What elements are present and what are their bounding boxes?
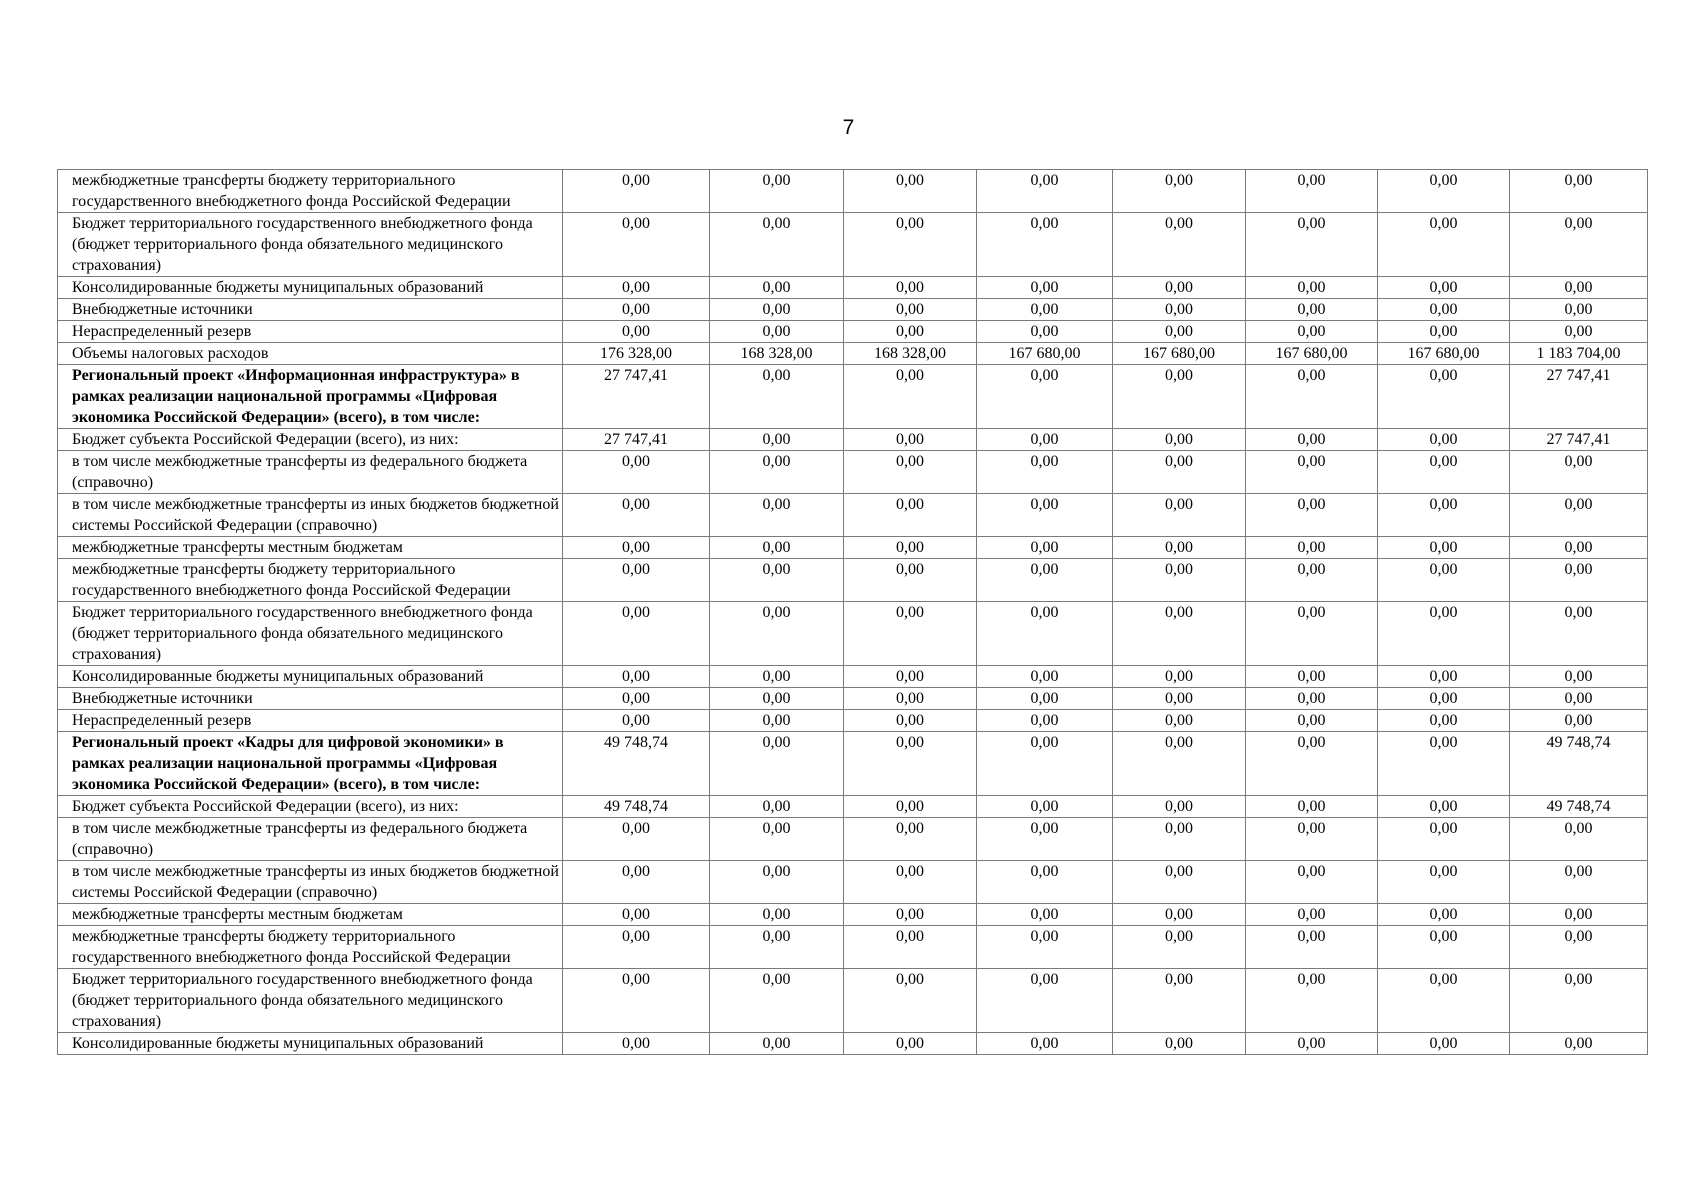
value-cell: 0,00	[1510, 969, 1648, 1033]
value-cell: 0,00	[1246, 277, 1378, 299]
value-cell: 0,00	[844, 537, 977, 559]
value-cell: 0,00	[563, 537, 710, 559]
value-cell: 0,00	[1510, 926, 1648, 969]
value-cell: 0,00	[1246, 710, 1378, 732]
value-cell: 0,00	[1378, 451, 1510, 494]
row-label: Консолидированные бюджеты муниципальных образований	[58, 277, 563, 299]
value-cell: 0,00	[563, 926, 710, 969]
value-cell: 0,00	[1378, 861, 1510, 904]
value-cell: 0,00	[1113, 710, 1246, 732]
value-cell: 0,00	[1246, 818, 1378, 861]
value-cell: 0,00	[710, 796, 844, 818]
value-cell: 0,00	[844, 796, 977, 818]
value-cell: 0,00	[1510, 818, 1648, 861]
table-row	[58, 321, 1648, 343]
value-cell: 0,00	[1378, 926, 1510, 969]
value-cell: 0,00	[1246, 451, 1378, 494]
value-cell: 0,00	[1510, 321, 1648, 343]
value-cell: 0,00	[1378, 299, 1510, 321]
value-cell: 0,00	[1113, 796, 1246, 818]
value-cell: 0,00	[977, 451, 1113, 494]
table-row	[58, 429, 1648, 451]
value-cell: 0,00	[1246, 213, 1378, 277]
value-cell: 0,00	[710, 710, 844, 732]
value-cell: 0,00	[977, 688, 1113, 710]
row-label: в том числе межбюджетные трансферты из иных бюджетов бюджетной системы Российской Федерации (справочно)	[58, 861, 563, 904]
table-row	[58, 796, 1648, 818]
row-label: в том числе межбюджетные трансферты из федерального бюджета (справочно)	[58, 451, 563, 494]
value-cell: 0,00	[1246, 796, 1378, 818]
value-cell: 0,00	[710, 904, 844, 926]
value-cell: 0,00	[710, 969, 844, 1033]
table-row	[58, 688, 1648, 710]
table-row	[58, 1033, 1648, 1055]
value-cell: 0,00	[1246, 537, 1378, 559]
table-row	[58, 299, 1648, 321]
value-cell: 176 328,00	[563, 343, 710, 365]
value-cell: 0,00	[710, 732, 844, 796]
value-cell: 0,00	[844, 926, 977, 969]
value-cell: 0,00	[1378, 904, 1510, 926]
value-cell: 0,00	[1113, 429, 1246, 451]
table-row	[58, 818, 1648, 861]
table-row	[58, 277, 1648, 299]
value-cell: 0,00	[1246, 926, 1378, 969]
value-cell: 0,00	[710, 299, 844, 321]
value-cell: 0,00	[1113, 537, 1246, 559]
value-cell: 0,00	[563, 277, 710, 299]
table-row	[58, 861, 1648, 904]
value-cell: 0,00	[710, 1033, 844, 1055]
value-cell: 0,00	[1378, 796, 1510, 818]
value-cell: 49 748,74	[1510, 796, 1648, 818]
value-cell: 0,00	[977, 365, 1113, 429]
value-cell: 0,00	[844, 904, 977, 926]
value-cell: 0,00	[1246, 494, 1378, 537]
value-cell: 0,00	[844, 321, 977, 343]
value-cell: 0,00	[844, 861, 977, 904]
value-cell: 0,00	[1113, 926, 1246, 969]
value-cell: 0,00	[1378, 170, 1510, 213]
value-cell: 0,00	[977, 969, 1113, 1033]
value-cell: 0,00	[1510, 1033, 1648, 1055]
page-number: 7	[842, 116, 855, 139]
value-cell: 0,00	[844, 732, 977, 796]
row-label: Региональный проект «Кадры для цифровой экономики» в рамках реализации национальной программы «Цифровая экономика Российской Федерации» (всего), в том числе:	[58, 732, 563, 796]
value-cell: 0,00	[1378, 321, 1510, 343]
value-cell: 0,00	[1246, 602, 1378, 666]
value-cell: 0,00	[710, 818, 844, 861]
value-cell: 0,00	[977, 321, 1113, 343]
value-cell: 0,00	[1246, 1033, 1378, 1055]
value-cell: 0,00	[563, 1033, 710, 1055]
value-cell: 0,00	[1378, 602, 1510, 666]
value-cell: 27 747,41	[563, 429, 710, 451]
table-row	[58, 732, 1648, 796]
value-cell: 0,00	[710, 213, 844, 277]
value-cell: 0,00	[1378, 494, 1510, 537]
value-cell: 0,00	[1246, 732, 1378, 796]
table-row	[58, 170, 1648, 213]
table-row	[58, 602, 1648, 666]
value-cell: 0,00	[1378, 213, 1510, 277]
row-label: Бюджет субъекта Российской Федерации (всего), из них:	[58, 429, 563, 451]
value-cell: 0,00	[710, 537, 844, 559]
value-cell: 0,00	[1113, 451, 1246, 494]
value-cell: 0,00	[1113, 732, 1246, 796]
row-label: Внебюджетные источники	[58, 299, 563, 321]
value-cell: 0,00	[1246, 666, 1378, 688]
value-cell: 0,00	[710, 277, 844, 299]
row-label: Объемы налоговых расходов	[58, 343, 563, 365]
value-cell: 0,00	[1113, 818, 1246, 861]
value-cell: 0,00	[1246, 904, 1378, 926]
value-cell: 167 680,00	[977, 343, 1113, 365]
value-cell: 0,00	[977, 559, 1113, 602]
value-cell: 0,00	[1510, 666, 1648, 688]
value-cell: 0,00	[563, 170, 710, 213]
value-cell: 0,00	[1510, 170, 1648, 213]
value-cell: 49 748,74	[563, 732, 710, 796]
value-cell: 0,00	[1378, 429, 1510, 451]
value-cell: 0,00	[1113, 365, 1246, 429]
value-cell: 0,00	[844, 451, 977, 494]
value-cell: 27 747,41	[1510, 429, 1648, 451]
value-cell: 49 748,74	[1510, 732, 1648, 796]
value-cell: 0,00	[1113, 494, 1246, 537]
value-cell: 0,00	[1113, 299, 1246, 321]
budget-table-body	[58, 170, 1648, 1055]
value-cell: 0,00	[977, 796, 1113, 818]
row-label: Бюджет субъекта Российской Федерации (всего), из них:	[58, 796, 563, 818]
value-cell: 0,00	[1113, 602, 1246, 666]
value-cell: 0,00	[1113, 904, 1246, 926]
value-cell: 0,00	[710, 559, 844, 602]
value-cell: 0,00	[1510, 299, 1648, 321]
value-cell: 0,00	[844, 710, 977, 732]
value-cell: 0,00	[1510, 688, 1648, 710]
value-cell: 0,00	[563, 321, 710, 343]
value-cell: 0,00	[563, 559, 710, 602]
value-cell: 0,00	[563, 969, 710, 1033]
table-row	[58, 494, 1648, 537]
value-cell: 0,00	[977, 904, 1113, 926]
value-cell: 0,00	[844, 666, 977, 688]
value-cell: 0,00	[1510, 904, 1648, 926]
table-row	[58, 666, 1648, 688]
value-cell: 0,00	[1510, 494, 1648, 537]
value-cell: 0,00	[1113, 969, 1246, 1033]
row-label: Региональный проект «Информационная инфраструктура» в рамках реализации национальной программы «Цифровая экономика Российской Федерации» (всего), в том числе:	[58, 365, 563, 429]
table-row	[58, 904, 1648, 926]
value-cell: 0,00	[844, 365, 977, 429]
value-cell: 0,00	[563, 818, 710, 861]
value-cell: 0,00	[1113, 321, 1246, 343]
value-cell: 0,00	[1510, 559, 1648, 602]
value-cell: 0,00	[1246, 969, 1378, 1033]
value-cell: 168 328,00	[844, 343, 977, 365]
row-label: Бюджет территориального государственного внебюджетного фонда (бюджет территориального фонда обязательного медицинского страхования)	[58, 213, 563, 277]
value-cell: 0,00	[563, 602, 710, 666]
value-cell: 0,00	[844, 277, 977, 299]
value-cell: 0,00	[1246, 321, 1378, 343]
row-label: Нераспределенный резерв	[58, 321, 563, 343]
value-cell: 0,00	[710, 365, 844, 429]
value-cell: 1 183 704,00	[1510, 343, 1648, 365]
value-cell: 0,00	[844, 818, 977, 861]
value-cell: 167 680,00	[1246, 343, 1378, 365]
value-cell: 0,00	[1510, 602, 1648, 666]
value-cell: 0,00	[1246, 429, 1378, 451]
value-cell: 0,00	[1113, 213, 1246, 277]
value-cell: 0,00	[1113, 170, 1246, 213]
value-cell: 0,00	[563, 861, 710, 904]
value-cell: 0,00	[710, 926, 844, 969]
value-cell: 0,00	[710, 170, 844, 213]
value-cell: 0,00	[844, 688, 977, 710]
value-cell: 0,00	[844, 213, 977, 277]
value-cell: 0,00	[1378, 277, 1510, 299]
value-cell: 0,00	[844, 494, 977, 537]
value-cell: 0,00	[977, 1033, 1113, 1055]
value-cell: 0,00	[563, 666, 710, 688]
value-cell: 0,00	[977, 277, 1113, 299]
value-cell: 27 747,41	[563, 365, 710, 429]
value-cell: 0,00	[1510, 277, 1648, 299]
value-cell: 0,00	[1510, 710, 1648, 732]
row-label: Бюджет территориального государственного внебюджетного фонда (бюджет территориального фонда обязательного медицинского страхования)	[58, 969, 563, 1033]
value-cell: 0,00	[844, 429, 977, 451]
value-cell: 0,00	[1378, 1033, 1510, 1055]
budget-table	[57, 169, 1648, 1055]
value-cell: 0,00	[563, 494, 710, 537]
value-cell: 0,00	[1246, 559, 1378, 602]
value-cell: 0,00	[977, 732, 1113, 796]
value-cell: 0,00	[1246, 365, 1378, 429]
value-cell: 0,00	[1246, 861, 1378, 904]
value-cell: 0,00	[1378, 688, 1510, 710]
table-row	[58, 451, 1648, 494]
value-cell: 0,00	[710, 321, 844, 343]
table-row	[58, 213, 1648, 277]
row-label: в том числе межбюджетные трансферты из иных бюджетов бюджетной системы Российской Федерации (справочно)	[58, 494, 563, 537]
row-label: Бюджет территориального государственного внебюджетного фонда (бюджет территориального фонда обязательного медицинского страхования)	[58, 602, 563, 666]
value-cell: 0,00	[977, 213, 1113, 277]
value-cell: 167 680,00	[1113, 343, 1246, 365]
value-cell: 0,00	[844, 1033, 977, 1055]
value-cell: 49 748,74	[563, 796, 710, 818]
value-cell: 167 680,00	[1378, 343, 1510, 365]
value-cell: 0,00	[977, 926, 1113, 969]
value-cell: 0,00	[563, 299, 710, 321]
value-cell: 0,00	[563, 451, 710, 494]
value-cell: 0,00	[844, 602, 977, 666]
value-cell: 0,00	[1378, 666, 1510, 688]
value-cell: 0,00	[1510, 861, 1648, 904]
table-row	[58, 969, 1648, 1033]
value-cell: 0,00	[1113, 666, 1246, 688]
value-cell: 0,00	[710, 602, 844, 666]
value-cell: 0,00	[977, 494, 1113, 537]
value-cell: 0,00	[977, 666, 1113, 688]
value-cell: 0,00	[710, 451, 844, 494]
row-label: межбюджетные трансферты бюджету территориального государственного внебюджетного фонда Российской Федерации	[58, 926, 563, 969]
value-cell: 0,00	[977, 299, 1113, 321]
value-cell: 0,00	[977, 537, 1113, 559]
value-cell: 0,00	[1246, 170, 1378, 213]
value-cell: 0,00	[1378, 969, 1510, 1033]
row-label: межбюджетные трансферты местным бюджетам	[58, 904, 563, 926]
value-cell: 0,00	[977, 602, 1113, 666]
value-cell: 0,00	[977, 818, 1113, 861]
value-cell: 0,00	[710, 688, 844, 710]
value-cell: 0,00	[1246, 688, 1378, 710]
row-label: межбюджетные трансферты местным бюджетам	[58, 537, 563, 559]
value-cell: 0,00	[1246, 299, 1378, 321]
value-cell: 0,00	[1510, 451, 1648, 494]
value-cell: 0,00	[710, 494, 844, 537]
value-cell: 0,00	[563, 213, 710, 277]
value-cell: 0,00	[844, 170, 977, 213]
row-label: Внебюджетные источники	[58, 688, 563, 710]
value-cell: 0,00	[563, 710, 710, 732]
value-cell: 0,00	[1113, 1033, 1246, 1055]
value-cell: 0,00	[1113, 559, 1246, 602]
row-label: межбюджетные трансферты бюджету территориального государственного внебюджетного фонда Российской Федерации	[58, 170, 563, 213]
value-cell: 0,00	[710, 666, 844, 688]
value-cell: 0,00	[977, 861, 1113, 904]
value-cell: 0,00	[977, 429, 1113, 451]
value-cell: 0,00	[1378, 365, 1510, 429]
value-cell: 0,00	[977, 710, 1113, 732]
table-row	[58, 343, 1648, 365]
table-row	[58, 559, 1648, 602]
row-label: в том числе межбюджетные трансферты из федерального бюджета (справочно)	[58, 818, 563, 861]
value-cell: 27 747,41	[1510, 365, 1648, 429]
value-cell: 0,00	[844, 299, 977, 321]
row-label: межбюджетные трансферты бюджету территориального государственного внебюджетного фонда Российской Федерации	[58, 559, 563, 602]
value-cell: 0,00	[1378, 710, 1510, 732]
value-cell: 0,00	[977, 170, 1113, 213]
row-label: Консолидированные бюджеты муниципальных образований	[58, 1033, 563, 1055]
table-row	[58, 365, 1648, 429]
value-cell: 0,00	[710, 429, 844, 451]
value-cell: 0,00	[1378, 559, 1510, 602]
value-cell: 0,00	[1113, 277, 1246, 299]
table-row	[58, 710, 1648, 732]
value-cell: 0,00	[1510, 213, 1648, 277]
value-cell: 0,00	[1510, 537, 1648, 559]
value-cell: 0,00	[710, 861, 844, 904]
value-cell: 0,00	[563, 904, 710, 926]
value-cell: 0,00	[1113, 688, 1246, 710]
value-cell: 0,00	[1113, 861, 1246, 904]
value-cell: 0,00	[1378, 732, 1510, 796]
value-cell: 168 328,00	[710, 343, 844, 365]
table-row	[58, 926, 1648, 969]
value-cell: 0,00	[563, 688, 710, 710]
value-cell: 0,00	[1378, 818, 1510, 861]
table-row	[58, 537, 1648, 559]
row-label: Консолидированные бюджеты муниципальных образований	[58, 666, 563, 688]
value-cell: 0,00	[844, 559, 977, 602]
value-cell: 0,00	[844, 969, 977, 1033]
row-label: Нераспределенный резерв	[58, 710, 563, 732]
value-cell: 0,00	[1378, 537, 1510, 559]
